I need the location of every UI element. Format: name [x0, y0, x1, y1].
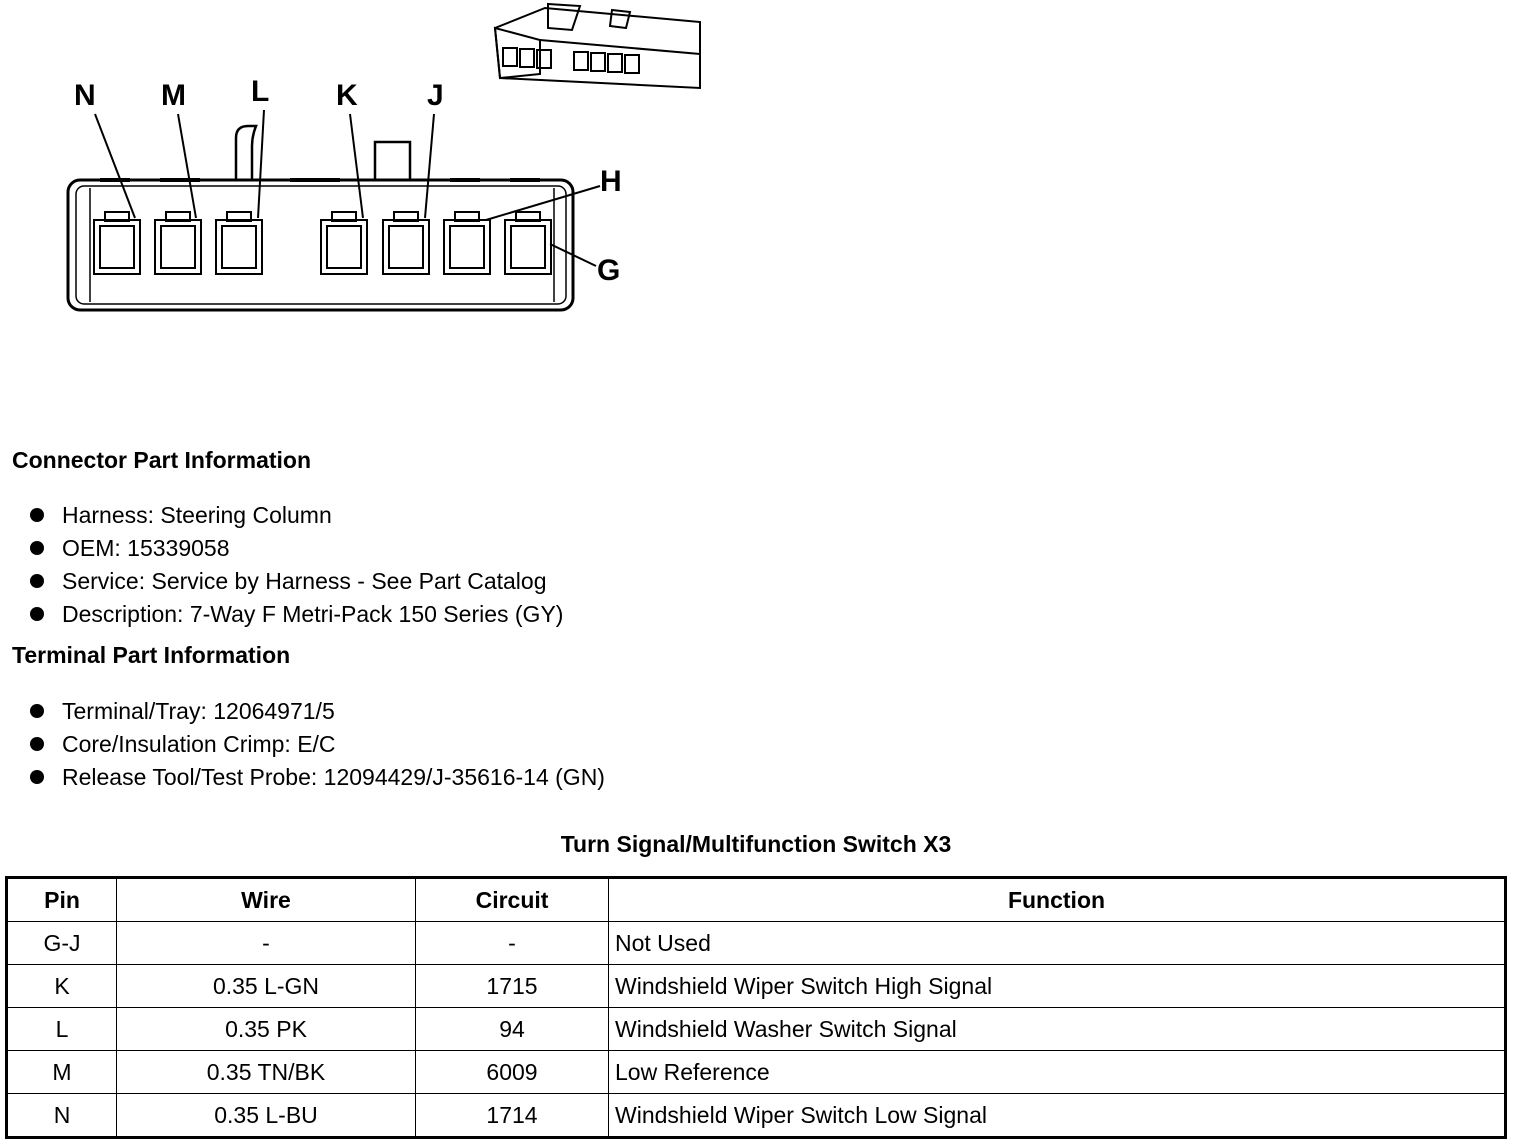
list-item-text: Terminal/Tray: 12064971/5 [62, 698, 335, 724]
pin-label-h: H [600, 165, 622, 198]
cavity-k [321, 212, 367, 274]
table-row [7, 1094, 1506, 1138]
cell-wire: 0.35 L-GN [117, 965, 416, 1008]
cell-circuit: 1714 [416, 1094, 609, 1138]
cell-pin: K [7, 965, 117, 1008]
connector-diagram [0, 0, 720, 330]
cell-circuit: - [416, 922, 609, 965]
cell-function: Low Reference [609, 1051, 1506, 1094]
bullet-icon [30, 737, 44, 751]
list-item [28, 533, 563, 566]
cavity-n [94, 212, 140, 274]
cell-wire: 0.35 L-BU [117, 1094, 416, 1138]
table-row [7, 1051, 1506, 1094]
terminal-part-info-list [28, 696, 605, 795]
leader-lines [95, 110, 600, 266]
cell-circuit: 94 [416, 1008, 609, 1051]
connector-perspective-view [495, 4, 700, 88]
list-item-text: OEM: 15339058 [62, 535, 230, 561]
pin-label-m: M [161, 79, 186, 112]
bullet-icon [30, 704, 44, 718]
table-row [7, 1008, 1506, 1051]
column-header-function: Function [609, 878, 1506, 922]
bullet-icon [30, 770, 44, 784]
cell-circuit: 1715 [416, 965, 609, 1008]
pin-label-n: N [74, 79, 96, 112]
cell-pin: G-J [7, 922, 117, 965]
list-item [28, 729, 605, 762]
cell-function: Windshield Wiper Switch High Signal [609, 965, 1506, 1008]
pin-label-j: J [427, 79, 444, 112]
pin-label-l: L [251, 75, 270, 108]
cavity-g [505, 212, 551, 274]
list-item [28, 566, 563, 599]
cell-function: Windshield Wiper Switch Low Signal [609, 1094, 1506, 1138]
cavity-l [216, 212, 262, 274]
cell-function: Not Used [609, 922, 1506, 965]
list-item-text: Harness: Steering Column [62, 502, 332, 528]
list-item [28, 762, 605, 795]
list-item-text: Description: 7-Way F Metri-Pack 150 Series (GY) [62, 601, 564, 627]
cell-wire: - [117, 922, 416, 965]
cell-function: Windshield Washer Switch Signal [609, 1008, 1506, 1051]
table-row [7, 965, 1506, 1008]
cell-wire: 0.35 PK [117, 1008, 416, 1051]
list-item [28, 599, 563, 632]
column-header-circuit: Circuit [416, 878, 609, 922]
cavity-group [94, 212, 551, 274]
bullet-icon [30, 508, 44, 522]
connector-part-info-list [28, 500, 563, 632]
pin-label-k: K [336, 79, 358, 112]
list-item [28, 696, 605, 729]
cavity-h [444, 212, 490, 274]
cell-pin: M [7, 1051, 117, 1094]
cavity-m [155, 212, 201, 274]
connector-body [68, 126, 573, 310]
table-header-row [7, 878, 1506, 922]
bullet-icon [30, 607, 44, 621]
column-header-pin: Pin [7, 878, 117, 922]
pin-table [5, 876, 1507, 1139]
terminal-part-info-heading: Terminal Part Information [12, 642, 291, 668]
bullet-icon [30, 574, 44, 588]
bullet-icon [30, 541, 44, 555]
pin-label-g: G [597, 254, 621, 287]
list-item-text: Release Tool/Test Probe: 12094429/J-35616-14 (GN) [62, 764, 605, 790]
cell-circuit: 6009 [416, 1051, 609, 1094]
connector-part-info-heading: Connector Part Information [12, 447, 312, 473]
cell-pin: L [7, 1008, 117, 1051]
table-title: Turn Signal/Multifunction Switch X3 [560, 831, 952, 857]
table-row [7, 922, 1506, 965]
list-item [28, 500, 563, 533]
column-header-wire: Wire [117, 878, 416, 922]
cavity-j [383, 212, 429, 274]
list-item-text: Service: Service by Harness - See Part Catalog [62, 568, 547, 594]
cell-wire: 0.35 TN/BK [117, 1051, 416, 1094]
list-item-text: Core/Insulation Crimp: E/C [62, 731, 336, 757]
cell-pin: N [7, 1094, 117, 1138]
